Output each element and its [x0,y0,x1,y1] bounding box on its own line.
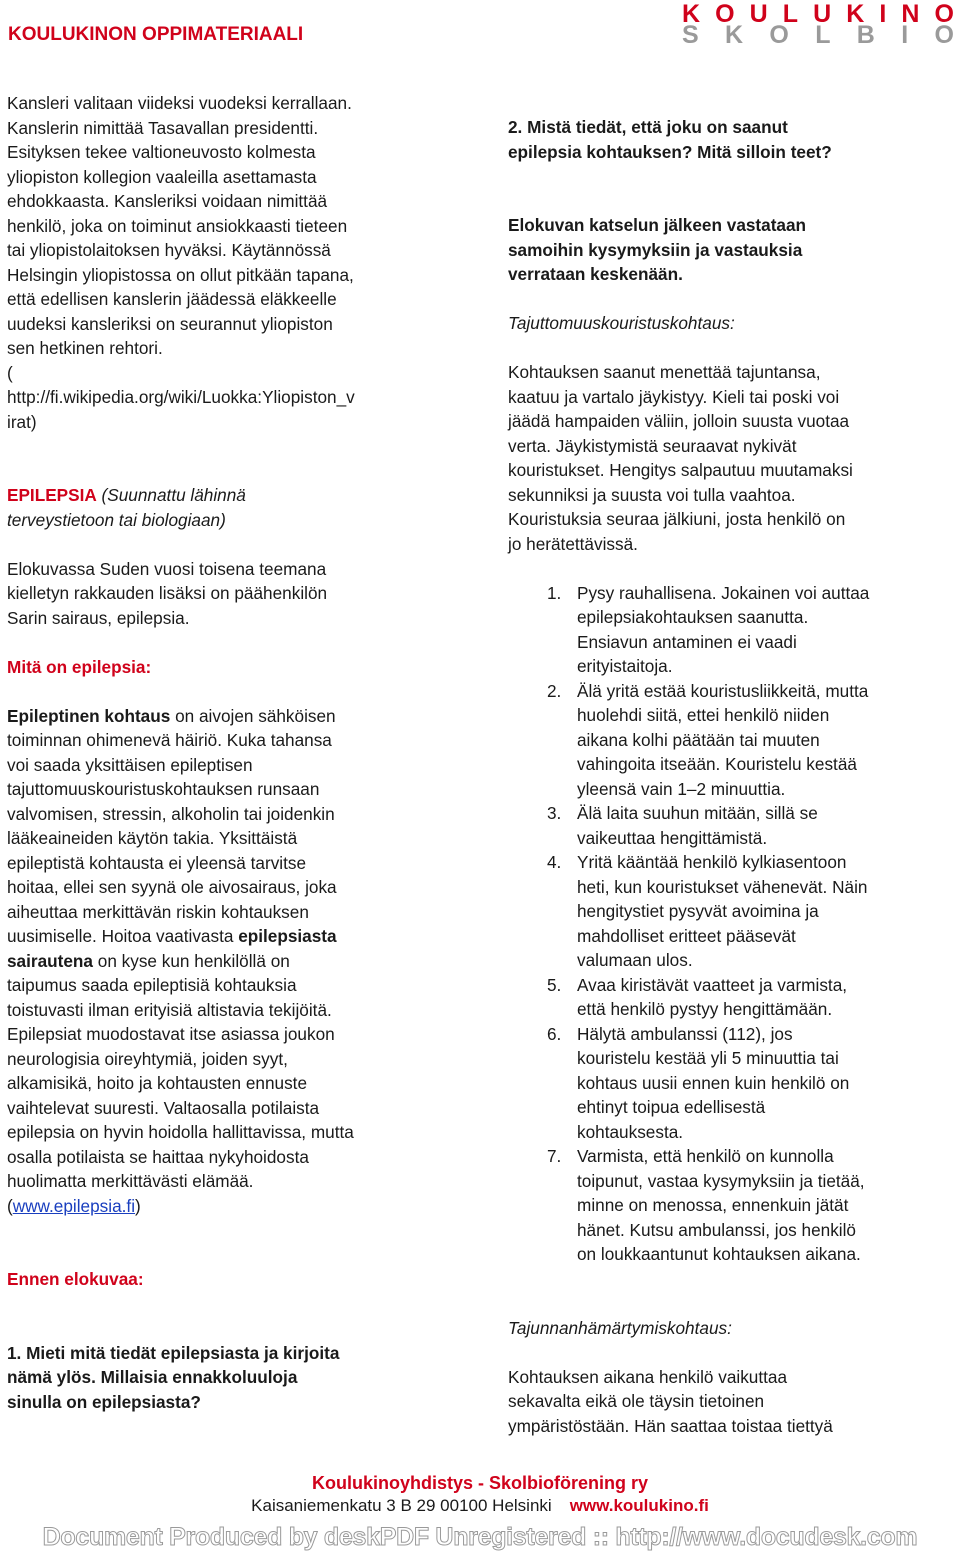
step-number: 4. [547,852,562,872]
epilepsia-note-cont: terveystietoon tai biologiaan) [7,509,226,530]
step-text-line: Älä yritä estää kouristusliikkeitä, mutta [577,680,869,701]
film-paragraph [7,557,452,631]
step-text-line: vahingoita itseään. Kouristelu kestää [577,754,857,774]
text-line: jo herätettävissä. [508,533,638,554]
logo-letter: I [879,0,887,28]
text-line: sinulla on epilepsiasta? [7,1391,201,1412]
step-text-line: kohtaus uusii ennen kuin henkilö on [577,1072,850,1093]
step-text-line: että henkilö pystyy hengittämään. [577,999,833,1019]
text-line: huolimatta merkittävästi elämää. [7,1171,254,1191]
text-line: verrataan keskenään. [508,264,683,284]
text-line: verta. Jäykistymistä seuraavat nykivät [508,435,797,456]
left-column [7,91,452,1414]
text-line: sekunniksi ja suusta voi tulla vaahtoa. [508,484,796,505]
first-aid-steps [508,581,948,1267]
step-text-line: Älä laita suuhun mitään, sillä se [577,803,818,823]
source-paren: ( [7,1195,13,1216]
def-text: uusimiselle. Hoitoa vaativasta [7,926,239,946]
text-line: vaihtelevat suuresti. Valtaosalla potilaista [7,1097,320,1118]
text-line: toistuvasti ilman erityisiä altistavia tekijöitä. [7,999,332,1020]
text-line: jäädä hampaiden väliin, jolloin suusta vuotaa [508,411,850,431]
step-number: 3. [547,803,562,823]
text-line: ( [7,362,13,383]
step-text-line: kouristelu kestää yli 5 minuuttia tai [577,1048,839,1068]
step-number: 6. [547,1023,562,1044]
first-aid-step [508,801,948,850]
text-line: ehdokkaasta. Kansleriksi voidaan nimittää [7,191,328,211]
text-line: Kohtauksen aikana henkilö vaikuttaa [508,1366,788,1387]
footer-website[interactable]: www.koulukino.fi [569,1496,709,1515]
text-line: 1. Mieti mitä tiedät epilepsiasta ja kirjoita [7,1342,340,1363]
step-text-line: yleensä vain 1–2 minuuttia. [577,778,786,799]
taju-paragraph [508,360,948,556]
def-text: on kyse kun henkilöllä on [92,950,290,971]
text-line: irat) [7,411,37,432]
text-line: tai yliopistolaitoksen hyväksi. Käytännössä [7,240,331,260]
text-line: osalla potilaista se haittaa nykyhoidosta [7,1146,309,1167]
text-line: Kansleri valitaan viideksi vuodeksi kerrallaan. [7,93,352,113]
def-rest: on aivojen sähköisen [170,705,336,726]
text-line: epileptistä kohtausta ei yleensä tarvitse [7,852,307,873]
text-line: hoitaa, ellei sen syynä ole aivosairaus, joka [7,877,337,897]
text-line: Epilepsiat muodostavat itse asiassa joukon [7,1024,335,1044]
text-line: sen hetkinen rehtori. [7,338,163,358]
logo-letter: U [749,0,768,28]
question-2 [508,115,948,164]
logo-letter: B [856,21,875,49]
tajunnan-paragraph [508,1365,948,1439]
logo-letter: L [815,21,831,49]
step-text-line: Ensiavun antaminen ei vaadi [577,631,797,652]
kansleri-paragraph [7,91,452,434]
tajunnan-heading: Tajunnanhämärtymiskohtaus: [508,1317,732,1338]
text-line: lääkeaineiden käytön takia. Yksittäistä [7,828,298,848]
text-line: Esityksen tekee valtioneuvosto kolmesta [7,142,316,162]
step-text-line: on loukkaantunut kohtauksen aikana. [577,1244,861,1264]
step-number: 5. [547,974,562,995]
text-line: epilepsia kohtauksen? Mitä silloin teet? [508,141,832,162]
text-line: epilepsia on hyvin hoidolla hallittavissa, mutta [7,1122,354,1142]
step-text-line: erityistaitoja. [577,656,673,676]
text-line: samoihin kysymyksiin ja vastauksia [508,239,803,260]
text-line: nämä ylös. Millaisia ennakkoluuloja [7,1367,298,1387]
text-line: Kanslerin nimittää Tasavallan presidentti. [7,117,319,138]
text-line: neurologisia oireyhtymiä, joiden syyt, [7,1048,288,1069]
def-bold-sairautena: sairautena [7,950,93,971]
text-line: taipumus saada epileptisiä kohtauksia [7,975,297,995]
logo-letter: O [715,0,735,28]
logo-letter: N [901,0,920,28]
epilepsia-note: (Suunnattu lähinnä [96,485,246,505]
text-line: alkamisikä, hoito ja kohtausten ennuste [7,1073,308,1093]
first-aid-step [508,679,948,802]
step-text-line: toipunut, vastaa kysymyksiin ja tietää, [577,1170,865,1191]
first-aid-step [508,1144,948,1267]
mita-heading: Mitä on epilepsia: [7,656,152,677]
question-1 [7,1341,452,1415]
step-text-line: vaikeuttaa hengittämistä. [577,827,768,848]
step-text-line: hengitystiet pysyvät avoimina ja [577,901,819,921]
text-line: sekavalta eikä ole täysin tietoinen [508,1391,765,1411]
def-bold-epilepsiasta: epilepsiasta [238,926,337,946]
text-line: kielletyn rakkauden lisäksi on päähenkilön [7,583,328,603]
text-line: yliopiston kollegion vaaleilla asettamasta [7,166,317,187]
text-line: Elokuvassa Suden vuosi toisena teemana [7,558,327,579]
footer-org: Koulukinoyhdistys - Skolbioförening ry [311,1473,649,1493]
logo-letter: K [682,0,701,28]
taju-heading: Tajuttomuuskouristuskohtaus: [508,313,735,333]
right-column [508,115,948,1438]
step-text-line: Yritä kääntää henkilö kylkiasentoon [577,852,847,872]
step-text-line: ehtinyt toipua edellisestä [577,1097,766,1117]
epilepsia-heading-line [7,483,452,508]
first-aid-step [508,850,948,973]
text-line: ympäristöstään. Hän saattaa toistaa tiettyä [508,1415,833,1436]
step-text-line: valumaan ulos. [577,950,693,970]
logo-row-skolbio [682,21,954,49]
def-term: Epileptinen kohtaus [7,705,171,726]
text-line: http://fi.wikipedia.org/wiki/Luokka:Yliopiston_v [7,387,355,407]
step-number: 7. [547,1146,562,1166]
step-text-line: Pysy rauhallisena. Jokainen voi auttaa [577,582,870,603]
logo-letter: I [901,21,909,49]
step-text-line: Varmista, että henkilö on kunnolla [577,1146,834,1166]
text-line: valvomisen, stressin, alkoholin tai joidenkin [7,803,335,824]
logo-letter: O [934,0,954,28]
logo-letter: U [813,0,832,28]
text-line: voi saada yksittäisen epileptisen [7,754,253,775]
source-paren: ) [135,1195,141,1216]
step-text-line: Avaa kiristävät vaatteet ja varmista, [577,974,848,995]
epilepsia-heading: EPILEPSIA [7,485,97,505]
step-number: 2. [547,680,562,701]
document-title: KOULUKINON OPPIMATERIAALI [8,24,304,45]
logo-letter: K [846,0,865,28]
text-line: kouristukset. Hengitys salpautuu muutamaksi [508,460,853,480]
text-line: Elokuvan katselun jälkeen vastataan [508,215,807,235]
after-film-note [508,213,948,287]
text-line: Sarin sairaus, epilepsia. [7,607,190,628]
logo-letter: L [782,0,799,28]
first-aid-step [508,581,948,679]
text-line: tajuttomuuskouristuskohtauksen runsaan [7,779,320,799]
step-text-line: heti, kun kouristukset vähenevät. Näin [577,876,868,897]
footer-address: Kaisaniemenkatu 3 B 29 00100 Helsinki [251,1496,552,1515]
koulukino-logo [682,0,954,49]
step-text-line: huolehdi siitä, ettei henkilö niiden [577,705,830,725]
text-line: uudeksi kansleriksi on seurannut yliopiston [7,313,333,334]
watermark: Document Produced by deskPDF Unregistered :: http://www.docudesk.com [42,1523,918,1551]
epilepsia-link[interactable]: www.epilepsia.fi [12,1195,136,1216]
definition-paragraph [7,704,452,1219]
step-text-line: Hälytä ambulanssi (112), jos [577,1023,793,1044]
step-number: 1. [547,582,562,603]
text-line: aiheuttaa merkittävän riskin kohtauksen [7,901,309,922]
text-line: henkilö, joka on toiminut ansiokkaasti tieteen [7,215,348,236]
text-line: että edellisen kanslerin jäädessä eläkkeelle [7,289,337,309]
logo-letter: O [769,21,789,49]
step-text-line: epilepsiakohtauksen saanutta. [577,607,809,627]
footer-address-line [0,1496,960,1516]
first-aid-step [508,1022,948,1145]
text-line: kaatuu ja vartalo jäykistyy. Kieli tai poski voi [508,386,840,407]
step-text-line: hänet. Kutsu ambulanssi, jos henkilö [577,1219,856,1240]
text-line: 2. Mistä tiedät, että joku on saanut [508,117,788,137]
step-text-line: mahdolliset eritteet pääsevät [577,925,796,946]
step-text-line: aikana kolhi päätään tai muuten [577,729,820,750]
step-text-line: minne on menossa, ennenkuin jätät [577,1195,849,1215]
text-line: Kohtauksen saanut menettää tajuntansa, [508,362,821,382]
logo-letter: S [682,21,699,49]
ennen-heading: Ennen elokuvaa: [7,1269,144,1289]
logo-letter: O [934,21,954,49]
first-aid-step [508,973,948,1022]
text-line: Helsingin yliopistossa on ollut pitkään tapana, [7,264,354,285]
step-text-line: kohtauksesta. [577,1121,684,1142]
text-line: Kouristuksia seuraa jälkiuni, josta henkilö on [508,509,846,529]
logo-letter: K [725,21,744,49]
text-line: toiminnan ohimenevä häiriö. Kuka tahansa [7,730,332,750]
